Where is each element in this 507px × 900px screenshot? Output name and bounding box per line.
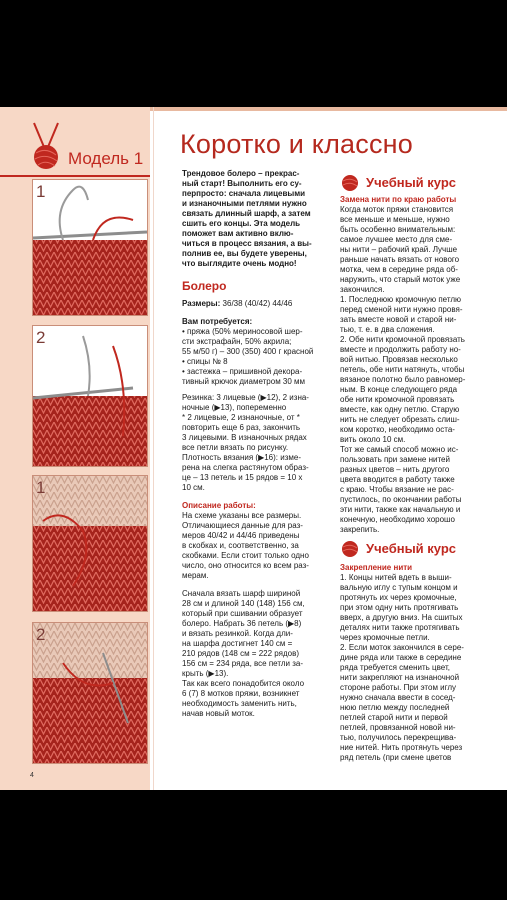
- course-line: ряда требуется сменить цвет,: [340, 663, 450, 672]
- course-subtitle: Замена нити по краю работы: [340, 195, 457, 204]
- materials-line: • застежка – пришивной декора-: [182, 367, 303, 376]
- yarn-ball-icon: [28, 121, 64, 171]
- desc-line: крыть (▶13).: [182, 669, 229, 678]
- materials-line: • пряжа (50% мериносовой шер-: [182, 327, 303, 336]
- rib-line: Резинка: 3 лицевые (▶12), 2 изна-: [182, 393, 309, 402]
- intro-line: связать длинный шарф, а затем: [182, 209, 311, 218]
- course-subtitle: Закрепление нити: [340, 563, 413, 572]
- course-line: петлей, провязанной новой ни-: [340, 723, 456, 732]
- course-line: с краю. Чтобы вязание не рас-: [340, 485, 454, 494]
- course-line: тью, получилось перекрещива-: [340, 733, 457, 742]
- knitting-illustration-2: [33, 326, 147, 466]
- page-number: 4: [30, 772, 34, 779]
- course-line: вместе и продолжить работу но-: [340, 345, 461, 354]
- intro-line: читься в процесс вязания, а вы-: [182, 239, 312, 248]
- course-line: ние нитей. Нить протянуть через: [340, 743, 463, 752]
- density-block: [182, 453, 332, 493]
- density-line: рена на слегка растянутом образ-: [182, 463, 309, 472]
- density-line: це – 13 петель и 15 рядов = 10 х: [182, 473, 303, 482]
- course-line: тью, т. е. в два сложения.: [340, 325, 435, 334]
- materials-line: тивный крючок диаметром 30 мм: [182, 377, 306, 386]
- sizes-line: [182, 299, 332, 309]
- course-line: пустилось, по окончании работы: [340, 495, 462, 504]
- section-title-bolero: Болеро: [182, 279, 227, 293]
- course-line: все меньше и меньше, нужно: [340, 215, 450, 224]
- course-line: обе нити кромочной провязать: [340, 395, 455, 404]
- course-line: Когда моток пряжи становится: [340, 205, 454, 214]
- course-line: ным. В конце следующего ряда: [340, 385, 458, 394]
- course-line: раньше начать вязать от нового: [340, 255, 460, 264]
- intro-line: сшить его концы. Эта модель: [182, 219, 301, 228]
- desc-line: Сначала вязать шарф шириной: [182, 589, 301, 598]
- desc-line: Отличающиеся данные для раз-: [182, 521, 303, 530]
- course-line: дине ряда или также в середине: [340, 653, 462, 662]
- model-label: Модель 1: [68, 149, 144, 168]
- materials-line: • спицы № 8: [182, 357, 228, 366]
- rib-line: 3 лицевыми. В изнаночных рядах: [182, 433, 307, 442]
- intro-line: и изнаночными петлями нужно: [182, 199, 307, 208]
- right-column-1: [340, 195, 490, 535]
- intro-line: Трендовое болеро – прекрас-: [182, 169, 300, 178]
- knitting-illustration-3: [33, 476, 147, 611]
- course-line: деталях нити также протягивать: [340, 623, 460, 632]
- desc-line: [182, 581, 332, 589]
- course-line: вить около 10 см.: [340, 435, 406, 444]
- desc-line: Так как всего понадобится около: [182, 679, 305, 688]
- course-line: протянуть их через кромочные,: [340, 593, 457, 602]
- rib-line: * 2 лицевые, 2 изнаночные, от *: [182, 413, 300, 422]
- knitting-illustration-1: [33, 180, 147, 315]
- yarn-ball-icon: [340, 539, 360, 559]
- course-line: закрепить.: [340, 525, 380, 534]
- desc-line: на шарфа достигнет 140 см =: [182, 639, 293, 648]
- course-line: при этом одну нить протягивать: [340, 603, 459, 612]
- desc-line: 210 рядов (148 см = 222 рядов): [182, 649, 299, 658]
- course-title: Учебный курс: [366, 541, 457, 556]
- intro-line: перпросто: сначала лицевыми: [182, 189, 306, 198]
- course-line: ряд петель (при смене цветов: [340, 753, 452, 762]
- materials-line: 55 м/50 г) – 300 (350) 400 г красной: [182, 347, 314, 356]
- desc-line: и вязать резинкой. Когда дли-: [182, 629, 293, 638]
- course-line: вместе, как одну петлю. Старую: [340, 405, 460, 414]
- materials-label: Вам потребуется:: [182, 317, 253, 326]
- page-title: Коротко и классно: [180, 129, 413, 159]
- desc-line: На схеме указаны все размеры.: [182, 511, 302, 520]
- course-line: через кромочные петли.: [340, 633, 430, 642]
- desc-line: 156 см = 234 ряда, все петли за-: [182, 659, 303, 668]
- course-line: нюю петлю между последней: [340, 703, 450, 712]
- course-line: перед сменой нити нужно провя-: [340, 305, 463, 314]
- desc-line: мерам.: [182, 571, 209, 580]
- course-line: эти нити, также как начальную и: [340, 505, 461, 514]
- course-line: быть особенно внимательным:: [340, 225, 456, 234]
- desc-line: число, оно относится ко всем раз-: [182, 561, 309, 570]
- course-line: вверх, а другую вниз. На сшитых: [340, 613, 463, 622]
- course-line: разных цветов – нить другого: [340, 465, 450, 474]
- course-line: зать вместе новой и старой ни-: [340, 315, 457, 324]
- intro-line: что выглядите очень модно!: [182, 259, 297, 268]
- course-line: конечную, необходимо хорошо: [340, 515, 455, 524]
- desc-line: болеро. Набрать 36 петель (▶8): [182, 619, 302, 628]
- course-line: ком коротко, необходимо оста-: [340, 425, 455, 434]
- density-line: 10 см.: [182, 483, 205, 492]
- course-line: ны нити – рабочий край. Лучше: [340, 245, 458, 254]
- model-underline: [0, 175, 150, 177]
- course-line: мотка, чем в середине ряда об-: [340, 265, 458, 274]
- sizes-value: 36/38 (40/42) 44/46: [222, 299, 293, 308]
- illustration-panel-1: [32, 179, 148, 316]
- course-line: самое лучшее место для сме-: [340, 235, 453, 244]
- course-line: нить не следует обрезать слиш-: [340, 415, 460, 424]
- desc-line: начав новый моток.: [182, 709, 255, 718]
- course-line: закончился.: [340, 285, 385, 294]
- panel-number: 1: [36, 478, 46, 497]
- course-line: нити закрепляют на изнаночной: [340, 673, 460, 682]
- desc-line: меров 40/42 и 44/46 приведены: [182, 531, 300, 540]
- desc-line: необходимость заменить нить,: [182, 699, 297, 708]
- right-column-2: [340, 563, 490, 763]
- desc-line: в скобках и, соответственно, за: [182, 541, 299, 550]
- course-line: петлей старой нити и первой: [340, 713, 448, 722]
- density-line: Плотность вязания (▶16): изме-: [182, 453, 301, 462]
- illustration-panel-2: [32, 325, 148, 467]
- magazine-page: [0, 107, 507, 790]
- yarn-ball-icon: [340, 173, 360, 193]
- rib-line: ночные (▶13), попеременно: [182, 403, 287, 412]
- course-line: вязаное полотно было равномер-: [340, 375, 466, 384]
- course-line: 2. Обе нити кромочной провязать: [340, 335, 465, 344]
- course-line: 1. Последнюю кромочную петлю: [340, 295, 461, 304]
- desc-line: 6 (7) 8 мотков пряжи, возникнет: [182, 689, 300, 698]
- desc-line: скобками. Если стоит только одно: [182, 551, 309, 560]
- illustration-panel-3: [32, 475, 148, 612]
- panel-number: 1: [36, 182, 46, 201]
- course-line: 1. Концы нитей вдеть в выши-: [340, 573, 452, 582]
- course-line: вой нитью. Провязав несколько: [340, 355, 458, 364]
- rib-line: повторить еще 6 раз, закончить: [182, 423, 301, 432]
- desc-line: 28 см и длиной 140 (148) 156 см,: [182, 599, 305, 608]
- course-line: стороне работы. При этом иглу: [340, 683, 457, 692]
- column-divider: [153, 107, 154, 790]
- panel-number: 2: [36, 328, 46, 347]
- course-line: наружить, что старый моток уже: [340, 275, 461, 284]
- course-line: 2. Если моток закончился в сере-: [340, 643, 464, 652]
- course-line: цвета вводится в работу также: [340, 475, 455, 484]
- illustration-panel-4: [32, 622, 148, 764]
- rib-line: все петли вязать по рисунку.: [182, 443, 289, 452]
- intro-line: ный старт! Выполнить его су-: [182, 179, 302, 188]
- course-line: вальную иглу с тупым концом и: [340, 583, 458, 592]
- intro-line: полнив ее, вы будете уверены,: [182, 249, 307, 258]
- course-line: пользовать при замене нитей: [340, 455, 450, 464]
- knitting-illustration-4: [33, 623, 147, 763]
- description-title: Описание работы:: [182, 501, 256, 510]
- sizes-label: Размеры:: [182, 299, 221, 308]
- middle-column: [182, 169, 332, 719]
- course-line: нужно сначала ввести в сосед-: [340, 693, 456, 702]
- desc-line: который при сшивании образует: [182, 609, 303, 618]
- panel-number: 2: [36, 625, 46, 644]
- rib-block: [182, 393, 332, 453]
- course-line: петель, обе нити натянуть, чтобы: [340, 365, 465, 374]
- course-line: Тот же самый способ можно ис-: [340, 445, 459, 454]
- materials-line: сти экстрафайн, 50% акрила;: [182, 337, 292, 346]
- course-title: Учебный курс: [366, 175, 457, 190]
- intro-line: поможет вам активно вклю-: [182, 229, 294, 238]
